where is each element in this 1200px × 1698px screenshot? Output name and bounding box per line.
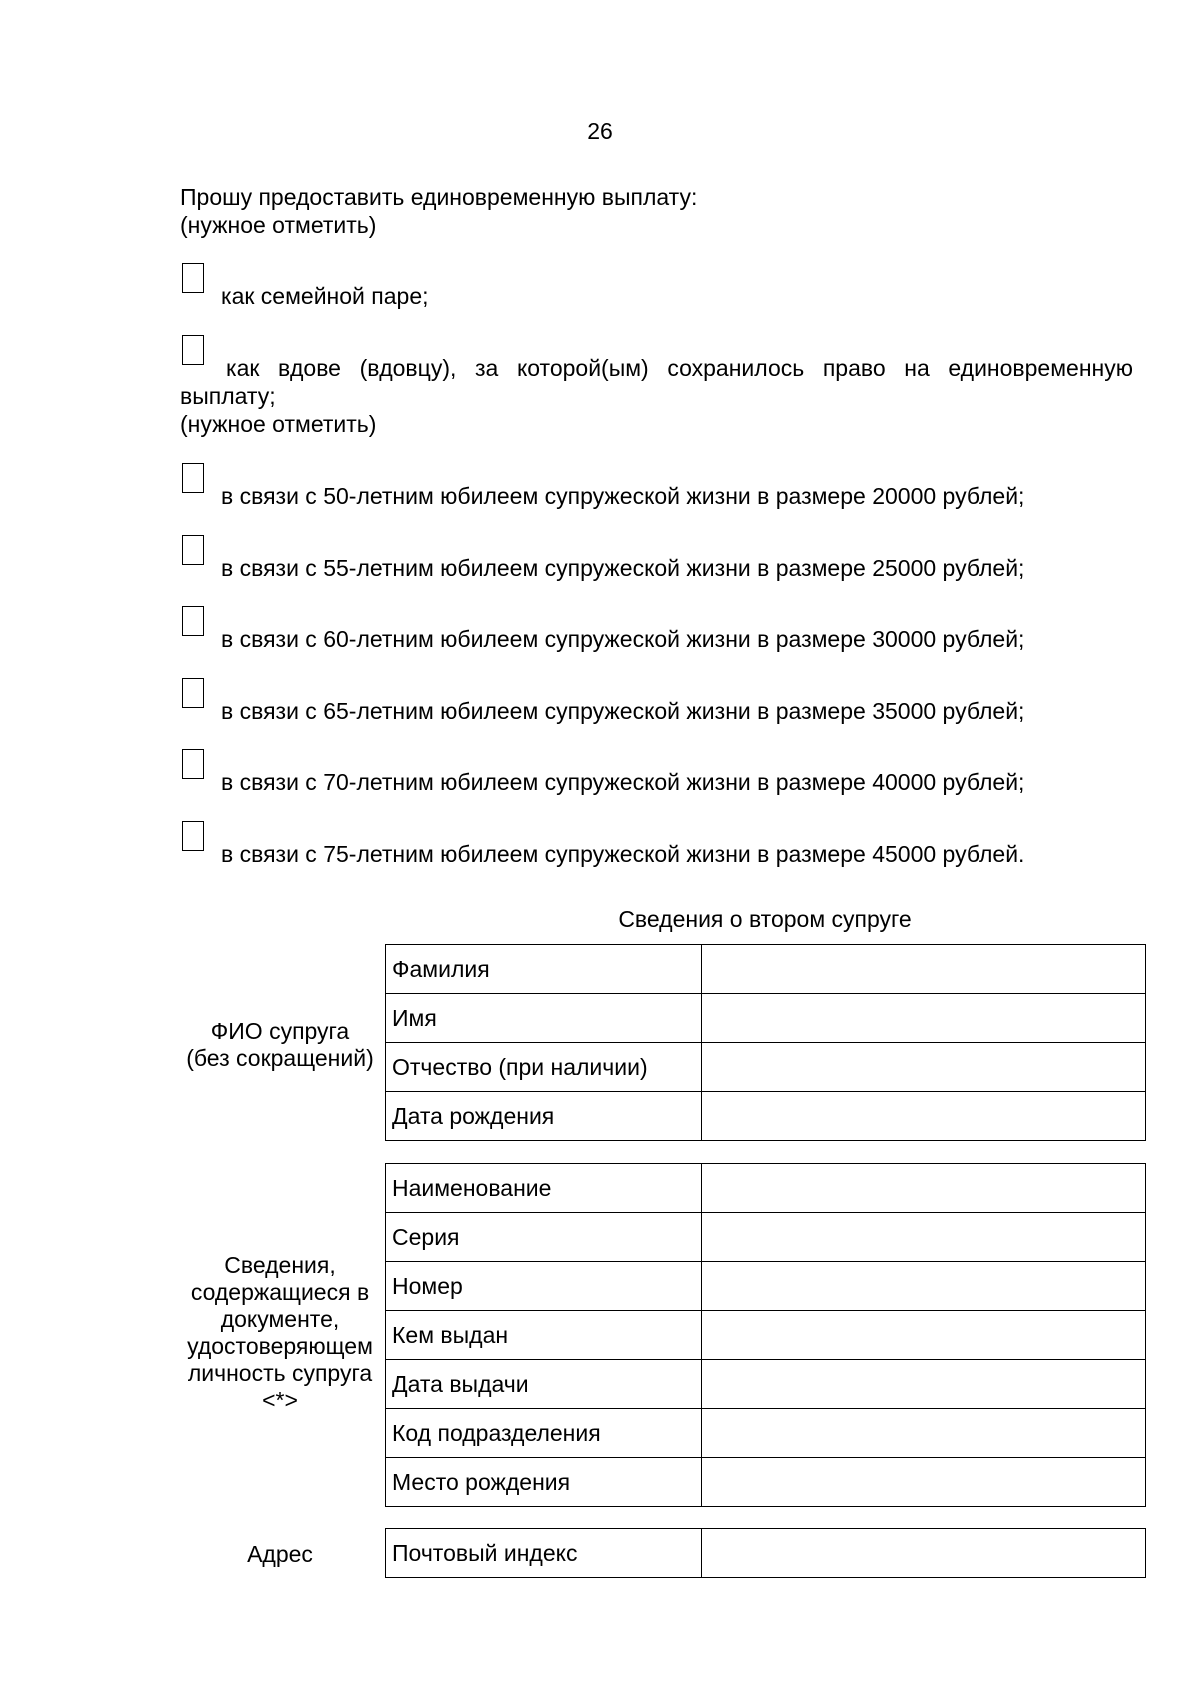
field-label-number: Номер xyxy=(386,1262,702,1311)
anniversary-70-label: в связи с 70-летним юбилеем супружеской жизни в размере 40000 рублей; xyxy=(221,769,1025,795)
field-label-patronymic: Отчество (при наличии) xyxy=(386,1043,702,1092)
table-row xyxy=(386,1262,1146,1311)
widow-option-label-line1: как вдове (вдовцу), за которой(ым) сохранилось право на единовременную xyxy=(226,355,1133,381)
birth-date-input[interactable] xyxy=(702,1092,1146,1141)
recipient-note: (нужное отметить) xyxy=(180,411,377,437)
number-input[interactable] xyxy=(702,1262,1146,1311)
anniversary-60-label: в связи с 60-летним юбилеем супружеской жизни в размере 30000 рублей; xyxy=(221,626,1025,652)
postal-code-input[interactable] xyxy=(702,1529,1146,1578)
couple-checkbox[interactable] xyxy=(182,263,204,293)
name-group-label: ФИО супруга (без сокращений) xyxy=(186,1018,374,1071)
field-label-issue-date: Дата выдачи xyxy=(386,1360,702,1409)
table-row xyxy=(386,1311,1146,1360)
first-name-input[interactable] xyxy=(702,994,1146,1043)
section-title: Сведения о втором супруге xyxy=(618,906,912,932)
anniversary-65-label: в связи с 65-летним юбилеем супружеской жизни в размере 35000 рублей; xyxy=(221,698,1025,724)
anniversary-75-label: в связи с 75-летним юбилеем супружеской жизни в размере 45000 рублей. xyxy=(221,841,1025,867)
anniversary-65-checkbox[interactable] xyxy=(182,678,204,708)
field-label-first-name: Имя xyxy=(386,994,702,1043)
anniversary-50-label: в связи с 50-летним юбилеем супружеской жизни в размере 20000 рублей; xyxy=(221,483,1025,509)
field-label-division-code: Код подразделения xyxy=(386,1409,702,1458)
table-row xyxy=(386,1043,1146,1092)
field-label-birth-place: Место рождения xyxy=(386,1458,702,1507)
field-label-issued-by: Кем выдан xyxy=(386,1311,702,1360)
name-table xyxy=(385,944,1146,1141)
table-row xyxy=(386,1092,1146,1141)
table-row xyxy=(386,1529,1146,1578)
table-row xyxy=(386,1213,1146,1262)
field-label-surname: Фамилия xyxy=(386,945,702,994)
anniversary-70-checkbox[interactable] xyxy=(182,749,204,779)
patronymic-input[interactable] xyxy=(702,1043,1146,1092)
widow-option-label-line2: выплату; xyxy=(180,383,276,409)
doc-name-input[interactable] xyxy=(702,1164,1146,1213)
anniversary-75-checkbox[interactable] xyxy=(182,821,204,851)
field-label-doc-name: Наименование xyxy=(386,1164,702,1213)
field-label-postal-code: Почтовый индекс xyxy=(386,1529,702,1578)
issued-by-input[interactable] xyxy=(702,1311,1146,1360)
table-row xyxy=(386,1458,1146,1507)
series-input[interactable] xyxy=(702,1213,1146,1262)
table-row xyxy=(386,1409,1146,1458)
division-code-input[interactable] xyxy=(702,1409,1146,1458)
anniversary-55-checkbox[interactable] xyxy=(182,535,204,565)
field-label-birth-date: Дата рождения xyxy=(386,1092,702,1141)
surname-input[interactable] xyxy=(702,945,1146,994)
page-number: 26 xyxy=(587,118,613,144)
anniversary-50-checkbox[interactable] xyxy=(182,463,204,493)
couple-option-label: как семейной паре; xyxy=(221,283,429,309)
request-note: (нужное отметить) xyxy=(180,212,377,238)
anniversary-55-label: в связи с 55-летним юбилеем супружеской жизни в размере 25000 рублей; xyxy=(221,555,1025,581)
table-row xyxy=(386,1164,1146,1213)
request-heading: Прошу предоставить единовременную выплату: xyxy=(180,184,698,210)
document-group-label: Сведения, содержащиеся в документе, удостоверяющем личность супруга <*> xyxy=(187,1252,373,1413)
table-row xyxy=(386,945,1146,994)
address-group-label: Адрес xyxy=(247,1541,313,1567)
widow-checkbox[interactable] xyxy=(182,335,204,365)
table-row xyxy=(386,994,1146,1043)
document-table xyxy=(385,1163,1146,1507)
field-label-series: Серия xyxy=(386,1213,702,1262)
birth-place-input[interactable] xyxy=(702,1458,1146,1507)
address-table xyxy=(385,1528,1146,1578)
table-row xyxy=(386,1360,1146,1409)
issue-date-input[interactable] xyxy=(702,1360,1146,1409)
anniversary-60-checkbox[interactable] xyxy=(182,606,204,636)
